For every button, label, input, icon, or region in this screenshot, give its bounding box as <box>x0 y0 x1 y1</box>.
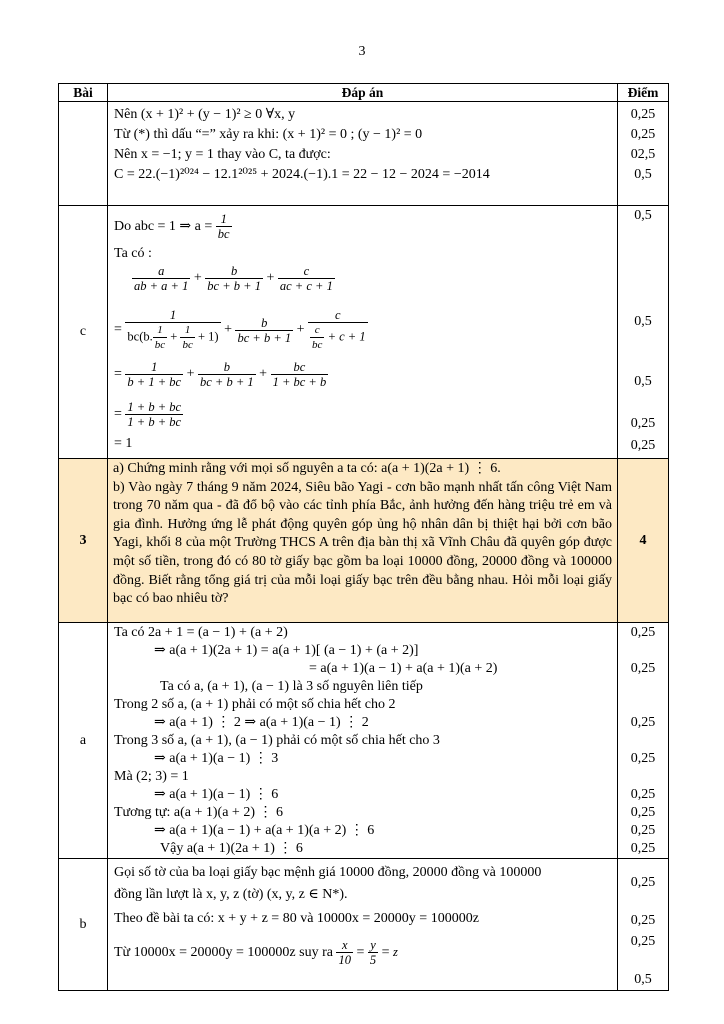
points-value: 0,25 <box>630 751 656 766</box>
answer-table <box>58 83 669 991</box>
answer-line <box>114 210 611 244</box>
points-value: 0,25 <box>630 107 656 122</box>
header-row <box>59 84 669 102</box>
answer-cell <box>108 859 618 991</box>
equation-line: = $\frac{1}{b + 1 + bc}$ + $\frac{b}{bc + b + 1}$ + $\frac{bc}{1 + bc + b}$ <box>114 360 327 389</box>
header-diem: Điểm <box>618 84 669 102</box>
points-value: 0,25 <box>630 805 656 820</box>
bai-cell: b <box>59 859 108 991</box>
points-cell <box>618 859 669 991</box>
points-value: 0,25 <box>630 841 656 856</box>
header-dap-an: Đáp án <box>108 84 618 102</box>
points-value: 0,5 <box>634 314 652 329</box>
points-value: 0,5 <box>634 374 652 389</box>
points-value <box>618 678 668 696</box>
bai-cell <box>59 102 108 206</box>
points-value: 0,25 <box>630 715 656 730</box>
answer-line: C = 22.(−1)²⁰²⁴ − 12.1²⁰²⁵ + 2024.(−1).1 = 22 − 12 − 2024 = −2014 <box>114 167 490 182</box>
points-value: 0,25 <box>630 913 656 928</box>
answer-line: Từ (*) thì dấu “=” xảy ra khi: (x + 1)² = 0 ; (y − 1)² = 0 <box>114 127 423 142</box>
answer-line: Ta có : <box>114 246 152 261</box>
points-value <box>618 732 668 750</box>
points-cell <box>618 206 669 459</box>
answer-line: Tương tự: a(a + 1)(a + 2) ⋮ 6 <box>114 805 283 820</box>
answer-line: đồng lần lượt là x, y, z (tờ) (x, y, z ∈ N*). <box>114 887 348 902</box>
points-value: 0,5 <box>634 208 652 223</box>
bai-cell: c <box>59 206 108 459</box>
equation-line: = $\frac{1 + b + bc}{1 + b + bc}$ <box>114 400 182 429</box>
points-value <box>618 768 668 786</box>
points-value: 0,25 <box>630 438 656 453</box>
points-value: 0,5 <box>634 972 652 987</box>
answer-cell <box>108 623 618 859</box>
answer-line: ⇒ a(a + 1)(a − 1) ⋮ 3 <box>154 751 279 766</box>
equation-line: = 1 bc(b. $\frac{1}{bc}$ + $\frac{1}{bc}$ + 1) + $\frac{b}{bc + b + 1}$ + c $\frac{c}{bc}$ + c + 1 <box>114 308 366 351</box>
answer-line: ⇒ a(a + 1) ⋮ 2 ⇒ a(a + 1)(a − 1) ⋮ 2 <box>154 715 369 730</box>
answer-line: Ta có 2a + 1 = (a − 1) + (a + 2) <box>114 625 288 640</box>
points-value <box>618 696 668 714</box>
points-value: 02,5 <box>630 147 656 162</box>
answer-line: Nên x = −1; y = 1 thay vào C, ta được: <box>114 147 331 162</box>
points-value: 0,25 <box>630 823 656 838</box>
table-row <box>59 459 669 623</box>
answer-line: ⇒ a(a + 1)(a − 1) + a(a + 1)(a + 2) ⋮ 6 <box>154 823 375 838</box>
points-value: 0,25 <box>630 787 656 802</box>
answer-line: = a(a + 1)(a − 1) + a(a + 1)(a + 2) <box>309 661 498 676</box>
answer-line: Vậy a(a + 1)(2a + 1) ⋮ 6 <box>160 841 303 856</box>
points-value: 0,25 <box>630 625 656 640</box>
answer-line: ⇒ a(a + 1)(2a + 1) = a(a + 1)[ (a − 1) + (a + 2)] <box>154 643 419 658</box>
fraction: $\frac{1}{bc}$ <box>217 212 230 242</box>
points-value: 0,5 <box>634 167 652 182</box>
points-value <box>618 642 668 660</box>
table-row <box>59 859 669 991</box>
header-bai: Bài <box>59 84 108 102</box>
intro-text: Do abc = 1 ⇒ a = <box>114 219 213 234</box>
answer-cell <box>108 206 618 459</box>
answer-line: Trong 3 số a, (a + 1), (a − 1) phải có một số chia hết cho 3 <box>114 733 440 748</box>
points-value: 0,25 <box>630 875 656 890</box>
answer-line: Từ 10000x = 20000y = 100000z suy ra $\frac{x}{10}$ = $\frac{y}{5}$ = z <box>114 938 398 968</box>
answer-line: = 1 <box>114 436 133 451</box>
points-value: 0,25 <box>630 416 656 431</box>
table-row <box>59 102 669 206</box>
table-row <box>59 623 669 859</box>
page-number: 3 <box>358 44 366 59</box>
answer-line: ⇒ a(a + 1)(a − 1) ⋮ 6 <box>154 787 279 802</box>
table-row <box>59 206 669 459</box>
suy-ra-text: Từ 10000x = 20000y = 100000z suy ra <box>114 945 333 960</box>
points-cell <box>618 623 669 859</box>
answer-line: Nên (x + 1)² + (y − 1)² ≥ 0 ∀x, y <box>114 107 296 122</box>
points-value: 0,25 <box>630 934 656 949</box>
points-value: 0,25 <box>630 127 656 142</box>
answer-cell <box>108 459 618 623</box>
answer-cell <box>108 102 618 206</box>
answer-line: Theo đề bài ta có: x + y + z = 80 và 10000x = 20000y = 100000z <box>114 911 479 926</box>
equation-line: $\frac{a}{ab + a + 1}$ + $\frac{b}{bc + b + 1}$ + $\frac{c}{ac + c + 1}$ <box>134 264 333 293</box>
points-cell: 4 <box>618 459 669 623</box>
points-value: 0,25 <box>630 661 656 676</box>
answer-line: Gọi số tờ của ba loại giấy bạc mệnh giá 10000 đồng, 20000 đồng và 100000 <box>114 865 542 880</box>
bai-cell: 3 <box>59 459 108 623</box>
points-cell <box>618 102 669 206</box>
answer-line: Mà (2; 3) = 1 <box>114 769 189 784</box>
answer-line: Ta có a, (a + 1), (a − 1) là 3 số nguyên liên tiếp <box>160 679 423 694</box>
bai-cell: a <box>59 623 108 859</box>
problem-a: a) Chứng minh rằng với mọi số nguyên a ta có: a(a + 1)(2a + 1) ⋮ 6. <box>113 461 501 476</box>
problem-b: b) Vào ngày 7 tháng 9 năm 2024, Siêu bão Yagi - cơn bão mạnh nhất tấn công Việt Nam trong 70 năm qua - đã đổ bộ vào các tỉnh phía Bắc, ảnh hưởng đến hàng triệu trẻ em và gia đình. Hưởng ứng lễ phát động quyên góp ủng hộ nhân dân bị thiệt hại bởi cơn bão Yagi, khối 8 của một Trường THCS A trên địa bàn thị xã Vĩnh Châu đã quyên góp được một số tiền, trong đó có 80 tờ giấy bạc gồm ba loại 10000 đồng, 20000 đồng và 100000 đồng. Biết rằng tổng giá trị của mỗi loại giấy bạc trên đều bằng nhau. Hỏi mỗi loại giấy bạc có bao nhiêu tờ? <box>113 479 612 607</box>
answer-line: Trong 2 số a, (a + 1) phải có một số chia hết cho 2 <box>114 697 396 712</box>
